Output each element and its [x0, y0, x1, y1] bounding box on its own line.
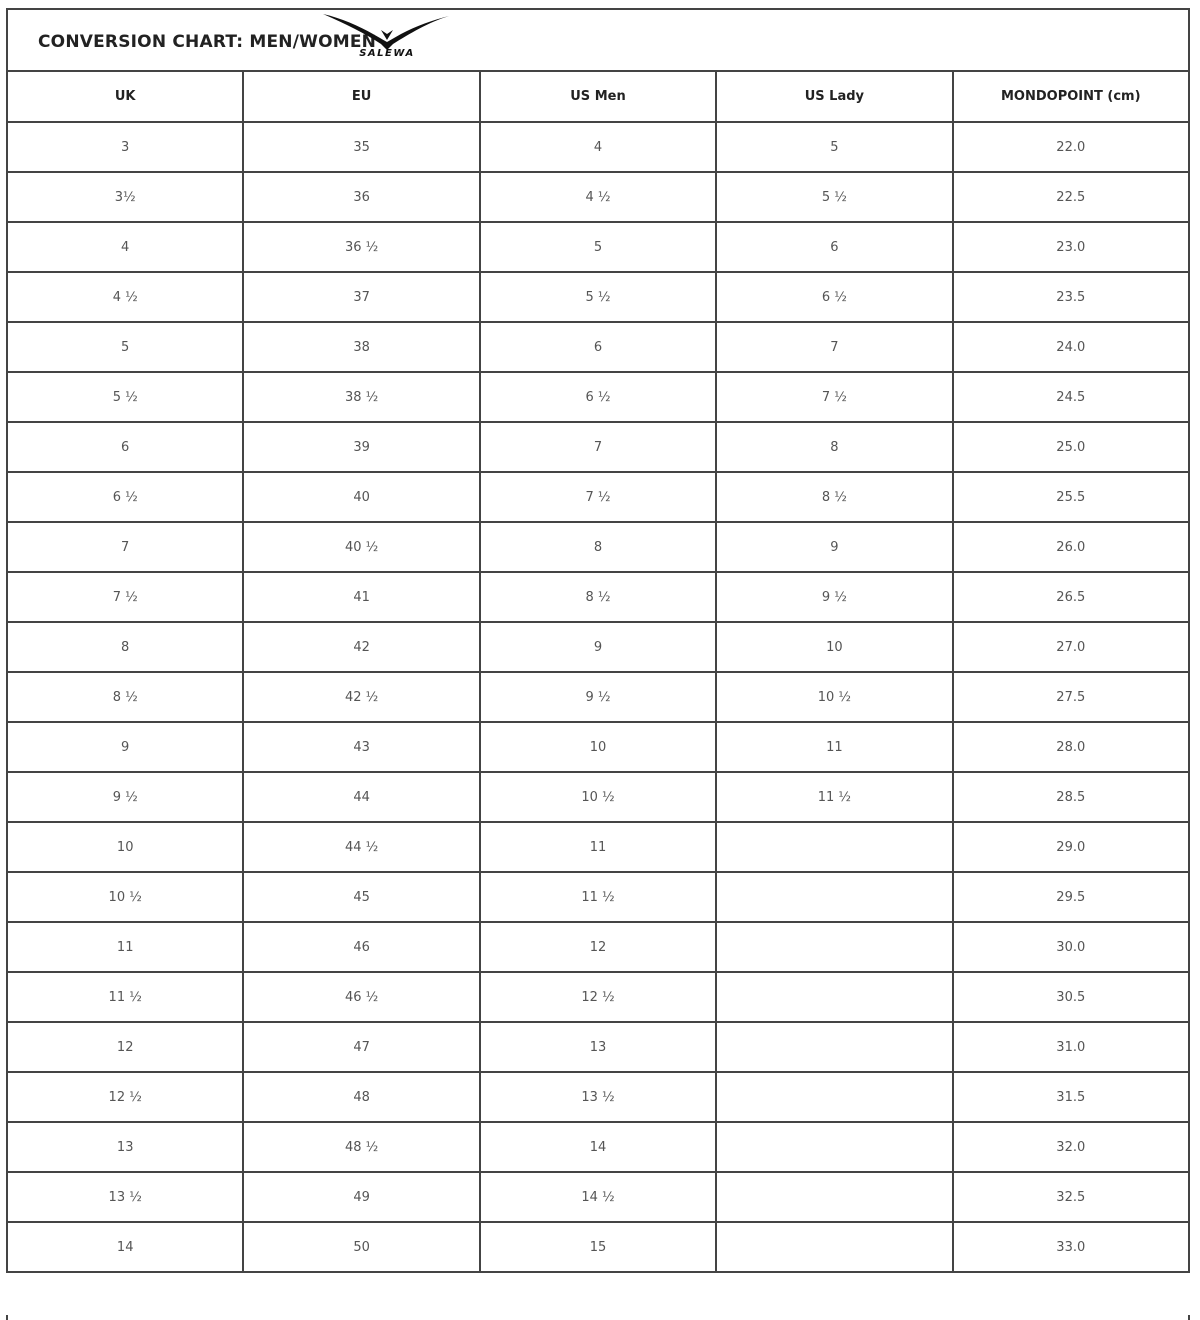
size-conversion-sheet — [6, 8, 1190, 1273]
column-header: UK — [7, 71, 243, 122]
table-cell: 9 ½ — [480, 672, 716, 722]
table-cell: 30.0 — [953, 922, 1189, 972]
table-row — [7, 1172, 1189, 1222]
table-cell: 7 ½ — [716, 372, 952, 422]
table-row — [7, 672, 1189, 722]
table-cell: 5 — [716, 122, 952, 172]
table-cell: 10 — [716, 622, 952, 672]
table-cell: 22.0 — [953, 122, 1189, 172]
table-cell: 8 ½ — [480, 572, 716, 622]
table-cell: 40 — [243, 472, 479, 522]
table-row — [7, 172, 1189, 222]
table-row — [7, 522, 1189, 572]
column-header: EU — [243, 71, 479, 122]
table-cell: 13 — [7, 1122, 243, 1172]
table-cell: 32.5 — [953, 1172, 1189, 1222]
table-continuation-edge — [6, 1315, 1190, 1320]
table-cell: 9 ½ — [7, 772, 243, 822]
table-cell: 27.0 — [953, 622, 1189, 672]
table-cell: 10 ½ — [716, 672, 952, 722]
table-cell: 7 — [480, 422, 716, 472]
table-cell: 3½ — [7, 172, 243, 222]
table-row — [7, 372, 1189, 422]
table-cell: 32.0 — [953, 1122, 1189, 1172]
table-cell: 31.0 — [953, 1022, 1189, 1072]
table-cell: 13 ½ — [7, 1172, 243, 1222]
table-cell: 7 ½ — [480, 472, 716, 522]
table-cell: 14 — [480, 1122, 716, 1172]
table-cell: 44 — [243, 772, 479, 822]
table-row — [7, 222, 1189, 272]
table-cell: 49 — [243, 1172, 479, 1222]
logo-wordmark: SALEWA — [359, 48, 415, 59]
table-row — [7, 722, 1189, 772]
table-row — [7, 1122, 1189, 1172]
table-cell: 8 ½ — [716, 472, 952, 522]
table-cell: 7 ½ — [7, 572, 243, 622]
table-cell: 24.5 — [953, 372, 1189, 422]
table-cell: 11 ½ — [7, 972, 243, 1022]
column-header: US Men — [480, 71, 716, 122]
table-cell: 23.0 — [953, 222, 1189, 272]
table-cell: 42 — [243, 622, 479, 672]
table-cell — [716, 1022, 952, 1072]
table-row — [7, 922, 1189, 972]
table-cell: 8 ½ — [7, 672, 243, 722]
chart-title: CONVERSION CHART: MEN/WOMEN — [38, 32, 377, 52]
table-cell: 35 — [243, 122, 479, 172]
table-cell: 50 — [243, 1222, 479, 1272]
table-cell: 6 — [480, 322, 716, 372]
table-body — [7, 122, 1189, 1272]
table-cell: 10 ½ — [480, 772, 716, 822]
table-cell: 15 — [480, 1222, 716, 1272]
table-cell: 7 — [7, 522, 243, 572]
table-cell: 13 — [480, 1022, 716, 1072]
table-row — [7, 872, 1189, 922]
table-cell: 5 ½ — [716, 172, 952, 222]
table-cell: 23.5 — [953, 272, 1189, 322]
table-cell: 10 — [7, 822, 243, 872]
table-cell: 5 ½ — [480, 272, 716, 322]
table-cell: 9 ½ — [716, 572, 952, 622]
table-cell: 6 — [7, 422, 243, 472]
table-cell: 8 — [480, 522, 716, 572]
table-cell — [716, 1122, 952, 1172]
table-cell: 5 — [7, 322, 243, 372]
table-cell: 33.0 — [953, 1222, 1189, 1272]
table-row — [7, 972, 1189, 1022]
table-cell: 4 — [7, 222, 243, 272]
table-cell: 45 — [243, 872, 479, 922]
table-cell — [716, 872, 952, 922]
table-row — [7, 1222, 1189, 1272]
salewa-eagle-icon — [321, 12, 451, 52]
table-cell: 11 — [7, 922, 243, 972]
table-cell: 26.0 — [953, 522, 1189, 572]
table-cell: 36 ½ — [243, 222, 479, 272]
table-cell: 29.5 — [953, 872, 1189, 922]
table-row — [7, 822, 1189, 872]
table-cell: 10 ½ — [7, 872, 243, 922]
table-cell: 36 — [243, 172, 479, 222]
table-cell: 6 ½ — [480, 372, 716, 422]
table-cell: 9 — [7, 722, 243, 772]
table-cell: 38 — [243, 322, 479, 372]
table-cell: 12 ½ — [7, 1072, 243, 1122]
table-cell — [716, 1072, 952, 1122]
table-cell: 12 — [480, 922, 716, 972]
title-bar — [6, 8, 1190, 70]
table-cell: 22.5 — [953, 172, 1189, 222]
table-cell — [716, 1222, 952, 1272]
table-row — [7, 322, 1189, 372]
table-cell: 27.5 — [953, 672, 1189, 722]
table-cell: 11 — [716, 722, 952, 772]
table-cell: 30.5 — [953, 972, 1189, 1022]
table-row — [7, 122, 1189, 172]
table-cell: 31.5 — [953, 1072, 1189, 1122]
table-cell: 4 ½ — [480, 172, 716, 222]
table-cell: 5 ½ — [7, 372, 243, 422]
table-cell: 11 — [480, 822, 716, 872]
table-cell: 8 — [7, 622, 243, 672]
table-cell: 10 — [480, 722, 716, 772]
table-cell: 6 ½ — [716, 272, 952, 322]
table-row — [7, 622, 1189, 672]
table-cell: 46 — [243, 922, 479, 972]
table-cell: 11 ½ — [716, 772, 952, 822]
table-cell: 14 ½ — [480, 1172, 716, 1222]
table-row — [7, 472, 1189, 522]
table-cell: 9 — [480, 622, 716, 672]
header-row — [7, 71, 1189, 122]
table-cell: 25.5 — [953, 472, 1189, 522]
table-cell: 44 ½ — [243, 822, 479, 872]
table-cell: 47 — [243, 1022, 479, 1072]
table-row — [7, 1072, 1189, 1122]
table-cell: 7 — [716, 322, 952, 372]
table-row — [7, 572, 1189, 622]
table-cell — [716, 1172, 952, 1222]
table-row — [7, 1022, 1189, 1072]
table-cell: 48 — [243, 1072, 479, 1122]
table-cell: 28.5 — [953, 772, 1189, 822]
column-header: US Lady — [716, 71, 952, 122]
table-cell: 37 — [243, 272, 479, 322]
table-cell: 29.0 — [953, 822, 1189, 872]
table-cell: 28.0 — [953, 722, 1189, 772]
table-cell: 26.5 — [953, 572, 1189, 622]
table-cell: 9 — [716, 522, 952, 572]
table-cell: 24.0 — [953, 322, 1189, 372]
table-cell: 48 ½ — [243, 1122, 479, 1172]
table-cell: 46 ½ — [243, 972, 479, 1022]
table-row — [7, 272, 1189, 322]
table-cell: 43 — [243, 722, 479, 772]
table-cell: 40 ½ — [243, 522, 479, 572]
table-cell: 12 — [7, 1022, 243, 1072]
table-cell: 25.0 — [953, 422, 1189, 472]
table-cell: 6 ½ — [7, 472, 243, 522]
table-cell: 13 ½ — [480, 1072, 716, 1122]
column-header: MONDOPOINT (cm) — [953, 71, 1189, 122]
table-cell — [716, 972, 952, 1022]
table-cell: 4 ½ — [7, 272, 243, 322]
table-row — [7, 422, 1189, 472]
table-cell: 3 — [7, 122, 243, 172]
table-cell: 42 ½ — [243, 672, 479, 722]
table-cell: 5 — [480, 222, 716, 272]
size-table — [6, 70, 1190, 1273]
salewa-logo — [321, 12, 451, 66]
table-cell: 4 — [480, 122, 716, 172]
table-cell — [716, 822, 952, 872]
table-cell — [716, 922, 952, 972]
table-cell: 8 — [716, 422, 952, 472]
table-row — [7, 772, 1189, 822]
table-cell: 39 — [243, 422, 479, 472]
table-cell: 38 ½ — [243, 372, 479, 422]
table-cell: 6 — [716, 222, 952, 272]
table-cell: 11 ½ — [480, 872, 716, 922]
table-cell: 12 ½ — [480, 972, 716, 1022]
table-cell: 41 — [243, 572, 479, 622]
table-cell: 14 — [7, 1222, 243, 1272]
